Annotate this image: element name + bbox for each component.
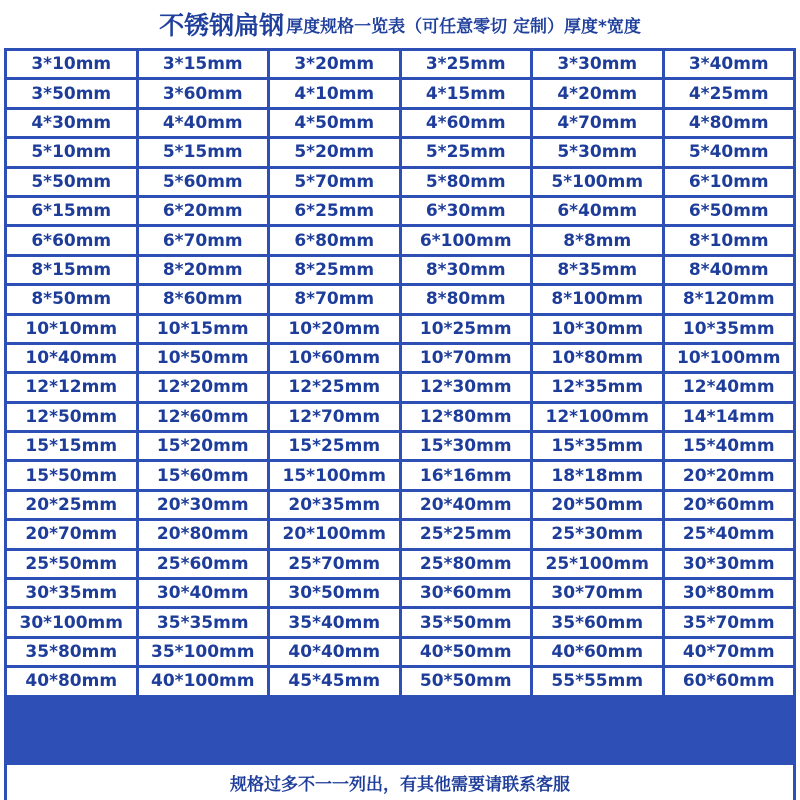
spec-cell: 6*20mm: [139, 198, 268, 224]
spec-cell: 4*20mm: [533, 80, 662, 106]
spec-cell: 5*50mm: [7, 169, 136, 195]
table-row: [7, 169, 793, 195]
spec-cell: 30*70mm: [533, 580, 662, 606]
spec-cell: 12*40mm: [665, 374, 794, 400]
spec-cell: 8*100mm: [533, 286, 662, 312]
spec-cell: 15*30mm: [402, 433, 531, 459]
spec-cell: 55*55mm: [533, 668, 662, 694]
spec-cell: 12*60mm: [139, 404, 268, 430]
spec-cell: 15*25mm: [270, 433, 399, 459]
spec-cell: 10*100mm: [665, 345, 794, 371]
spec-cell: 15*35mm: [533, 433, 662, 459]
spec-table-body: [7, 51, 793, 695]
table-row: [7, 51, 793, 77]
spec-cell: 20*20mm: [665, 462, 794, 488]
spec-cell: 40*40mm: [270, 639, 399, 665]
spec-cell: 10*20mm: [270, 316, 399, 342]
table-row: [7, 374, 793, 400]
spec-cell: 6*60mm: [7, 227, 136, 253]
spec-cell: 4*30mm: [7, 110, 136, 136]
spec-cell: 25*30mm: [533, 521, 662, 547]
spec-cell: 25*80mm: [402, 551, 531, 577]
spec-cell: 20*25mm: [7, 492, 136, 518]
table-row: [7, 80, 793, 106]
spec-cell: 15*20mm: [139, 433, 268, 459]
spec-cell: 50*50mm: [402, 668, 531, 694]
table-row: [7, 110, 793, 136]
spec-cell: 4*15mm: [402, 80, 531, 106]
table-row: [7, 609, 793, 635]
spec-cell: 30*50mm: [270, 580, 399, 606]
spec-cell: 20*50mm: [533, 492, 662, 518]
spec-cell: 10*50mm: [139, 345, 268, 371]
spec-cell: 3*15mm: [139, 51, 268, 77]
page-title: [0, 0, 800, 48]
spec-table: [4, 48, 796, 800]
spec-cell: 8*8mm: [533, 227, 662, 253]
spec-cell: 12*35mm: [533, 374, 662, 400]
table-row: [7, 316, 793, 342]
spec-cell: 6*30mm: [402, 198, 531, 224]
table-row: [7, 433, 793, 459]
spec-cell: 6*50mm: [665, 198, 794, 224]
spec-cell: 35*40mm: [270, 609, 399, 635]
spec-cell: 4*60mm: [402, 110, 531, 136]
spec-cell: 30*40mm: [139, 580, 268, 606]
spec-cell: 35*70mm: [665, 609, 794, 635]
spec-cell: 6*40mm: [533, 198, 662, 224]
spec-cell: 5*25mm: [402, 139, 531, 165]
spec-cell: 4*70mm: [533, 110, 662, 136]
spec-cell: 30*30mm: [665, 551, 794, 577]
spec-cell: 40*80mm: [7, 668, 136, 694]
spec-cell: 4*40mm: [139, 110, 268, 136]
spec-cell: 5*80mm: [402, 169, 531, 195]
spec-cell: 10*70mm: [402, 345, 531, 371]
spec-cell: 8*120mm: [665, 286, 794, 312]
spec-cell: 5*30mm: [533, 139, 662, 165]
spec-cell: 20*80mm: [139, 521, 268, 547]
spec-cell: 40*70mm: [665, 639, 794, 665]
spec-cell: 5*70mm: [270, 169, 399, 195]
spec-cell: 10*35mm: [665, 316, 794, 342]
spec-cell: 60*60mm: [665, 668, 794, 694]
spec-cell: 5*15mm: [139, 139, 268, 165]
spec-cell: 3*10mm: [7, 51, 136, 77]
table-row: [7, 227, 793, 253]
spec-cell: 8*20mm: [139, 257, 268, 283]
spec-cell: 35*60mm: [533, 609, 662, 635]
spec-cell: 5*20mm: [270, 139, 399, 165]
spec-cell: 25*100mm: [533, 551, 662, 577]
spec-cell: 6*80mm: [270, 227, 399, 253]
spec-grid: [4, 48, 796, 698]
spec-cell: 8*35mm: [533, 257, 662, 283]
spec-cell: 16*16mm: [402, 462, 531, 488]
spec-cell: 15*60mm: [139, 462, 268, 488]
spec-cell: 10*15mm: [139, 316, 268, 342]
spec-cell: 10*40mm: [7, 345, 136, 371]
table-row: [7, 139, 793, 165]
spec-cell: 15*100mm: [270, 462, 399, 488]
spec-cell: 4*80mm: [665, 110, 794, 136]
spec-cell: 6*100mm: [402, 227, 531, 253]
table-row: [7, 521, 793, 547]
spec-cell: 25*50mm: [7, 551, 136, 577]
spec-cell: 4*25mm: [665, 80, 794, 106]
spec-cell: 12*70mm: [270, 404, 399, 430]
spec-cell: 12*80mm: [402, 404, 531, 430]
spec-cell: 8*50mm: [7, 286, 136, 312]
title-main: 不锈钢扁钢: [159, 11, 285, 40]
spec-cell: 25*60mm: [139, 551, 268, 577]
spec-cell: 8*15mm: [7, 257, 136, 283]
spec-cell: 20*40mm: [402, 492, 531, 518]
spec-cell: 8*10mm: [665, 227, 794, 253]
spec-cell: 10*80mm: [533, 345, 662, 371]
spec-cell: 12*100mm: [533, 404, 662, 430]
spec-cell: 35*80mm: [7, 639, 136, 665]
spec-cell: 10*10mm: [7, 316, 136, 342]
table-row: [7, 404, 793, 430]
table-row: [7, 639, 793, 665]
spec-cell: 10*25mm: [402, 316, 531, 342]
spec-cell: 20*30mm: [139, 492, 268, 518]
spec-cell: 3*40mm: [665, 51, 794, 77]
table-row: [7, 580, 793, 606]
spec-cell: 25*70mm: [270, 551, 399, 577]
spec-cell: 8*70mm: [270, 286, 399, 312]
table-row: [7, 286, 793, 312]
spec-cell: 12*50mm: [7, 404, 136, 430]
spec-cell: 6*15mm: [7, 198, 136, 224]
table-row: [7, 257, 793, 283]
spec-cell: 18*18mm: [533, 462, 662, 488]
spec-cell: 12*25mm: [270, 374, 399, 400]
spec-cell: 8*80mm: [402, 286, 531, 312]
spec-cell: 14*14mm: [665, 404, 794, 430]
spec-cell: 30*60mm: [402, 580, 531, 606]
spec-cell: 3*60mm: [139, 80, 268, 106]
spec-cell: 8*60mm: [139, 286, 268, 312]
spec-cell: 5*40mm: [665, 139, 794, 165]
spec-cell: 40*50mm: [402, 639, 531, 665]
title-sub: 厚度规格一览表（可任意零切 定制）厚度*宽度: [286, 16, 641, 37]
spec-cell: 15*15mm: [7, 433, 136, 459]
table-row: [7, 551, 793, 577]
spec-cell: 4*10mm: [270, 80, 399, 106]
table-row: [7, 198, 793, 224]
spec-cell: 3*20mm: [270, 51, 399, 77]
spec-cell: 5*100mm: [533, 169, 662, 195]
spec-cell: 45*45mm: [270, 668, 399, 694]
spec-cell: 4*50mm: [270, 110, 399, 136]
spec-cell: 12*12mm: [7, 374, 136, 400]
spec-cell: 35*50mm: [402, 609, 531, 635]
spec-cell: 30*100mm: [7, 609, 136, 635]
spec-cell: 15*50mm: [7, 462, 136, 488]
spec-cell: 40*100mm: [139, 668, 268, 694]
spec-cell: 30*80mm: [665, 580, 794, 606]
spec-cell: 5*60mm: [139, 169, 268, 195]
spec-cell: 30*35mm: [7, 580, 136, 606]
spec-cell: 15*40mm: [665, 433, 794, 459]
spec-cell: 25*40mm: [665, 521, 794, 547]
spec-cell: 8*30mm: [402, 257, 531, 283]
spec-cell: 40*60mm: [533, 639, 662, 665]
spec-cell: 6*25mm: [270, 198, 399, 224]
spec-cell: 3*50mm: [7, 80, 136, 106]
spec-cell: 6*70mm: [139, 227, 268, 253]
spec-cell: 25*25mm: [402, 521, 531, 547]
table-row: [7, 668, 793, 694]
spec-cell: 10*30mm: [533, 316, 662, 342]
spec-cell: 10*60mm: [270, 345, 399, 371]
spec-cell: 20*60mm: [665, 492, 794, 518]
spec-cell: 5*10mm: [7, 139, 136, 165]
table-row: [7, 492, 793, 518]
spec-cell: 6*10mm: [665, 169, 794, 195]
spec-cell: 35*100mm: [139, 639, 268, 665]
spec-cell: 20*35mm: [270, 492, 399, 518]
spec-cell: 35*35mm: [139, 609, 268, 635]
spec-cell: 8*40mm: [665, 257, 794, 283]
table-row: [7, 345, 793, 371]
spec-cell: 20*100mm: [270, 521, 399, 547]
spec-cell: 12*20mm: [139, 374, 268, 400]
spec-cell: 3*25mm: [402, 51, 531, 77]
spec-cell: 3*30mm: [533, 51, 662, 77]
spec-cell: 8*25mm: [270, 257, 399, 283]
table-row: [7, 462, 793, 488]
footer-note: 规格过多不一一列出，有其他需要请联系客服: [7, 765, 793, 800]
spec-cell: 20*70mm: [7, 521, 136, 547]
spec-cell: 12*30mm: [402, 374, 531, 400]
